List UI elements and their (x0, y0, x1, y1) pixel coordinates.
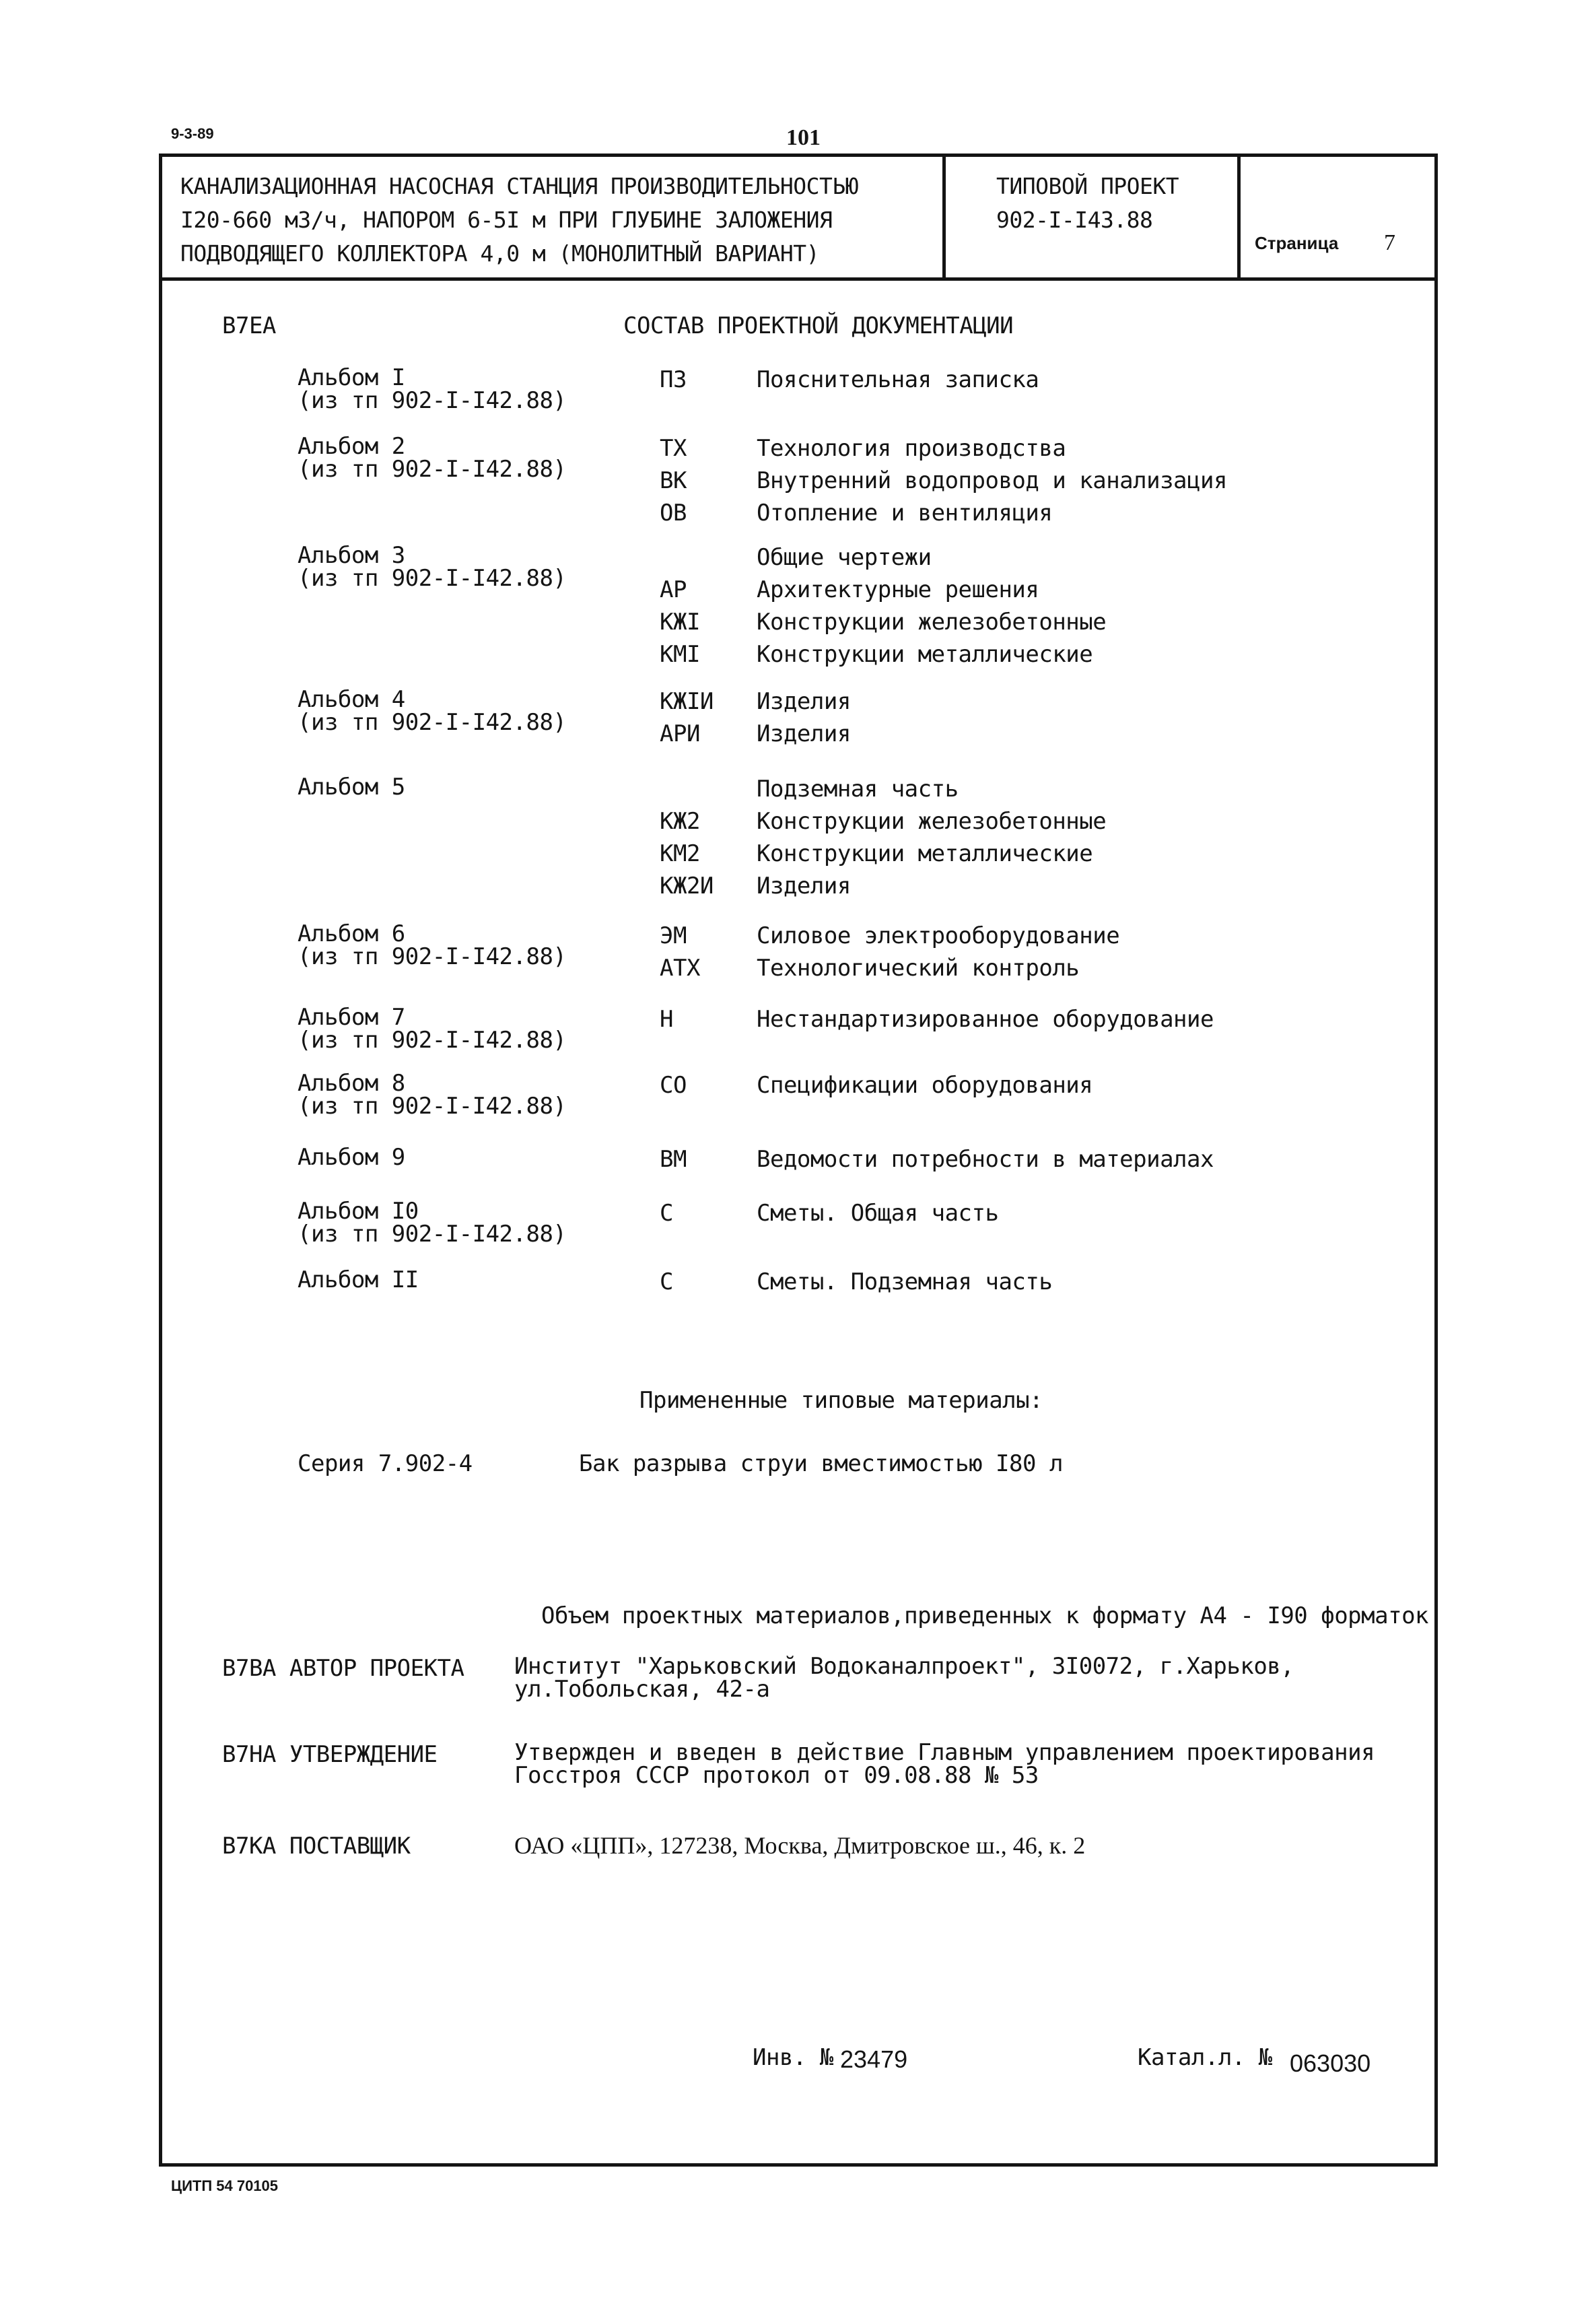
doc-code: КЖ2И (660, 873, 714, 899)
album-label (298, 435, 566, 481)
album-label (298, 1072, 566, 1118)
doc-code: КМ2 (660, 840, 700, 867)
approval-line: Утвержден и введен в действие Главным управлением проектирования (514, 1739, 1375, 1766)
doc-title: Силовое электрооборудование (757, 922, 1120, 949)
album-name: Альбом II (298, 1266, 419, 1293)
approval-label: В7НА УТВЕРЖДЕНИЕ (222, 1741, 438, 1768)
page-label: Страница (1255, 233, 1339, 253)
album-name: Альбом 6 (298, 920, 405, 947)
doc-title: Изделия (757, 688, 851, 715)
materials-series: Серия 7.902-4 (298, 1450, 473, 1477)
doc-code: АТХ (660, 955, 700, 982)
doc-title: Отопление и вентиляция (757, 500, 1053, 526)
album-name: Альбом 7 (298, 1004, 405, 1031)
doc-code: КМI (660, 641, 700, 668)
doc-title: Изделия (757, 873, 851, 899)
project-number: 902-I-I43.88 (996, 207, 1153, 233)
author-line: ул.Тобольская, 42-а (514, 1676, 770, 1703)
doc-code: ОВ (660, 500, 687, 526)
album-source: (из тп 902-I-I42.88) (298, 1027, 567, 1054)
composition-code: В7ЕА (222, 312, 276, 339)
catalog-number: 063030 (1290, 2049, 1371, 2077)
doc-code: СО (660, 1072, 687, 1099)
album-name: Альбом 2 (298, 433, 405, 460)
catalog-label: Катал.л. № (1138, 2044, 1272, 2071)
doc-code: АР (660, 576, 687, 603)
album-label (298, 688, 566, 734)
album-name: Альбом 4 (298, 686, 405, 713)
doc-title: Нестандартизированное оборудование (757, 1006, 1214, 1033)
album-source: (из тп 902-I-I42.88) (298, 387, 567, 414)
album-source: (из тп 902-I-I42.88) (298, 943, 567, 970)
album-label (298, 1268, 419, 1291)
materials-description: Бак разрыва струи вместимостью I80 л (579, 1450, 1063, 1477)
doc-code: ВМ (660, 1146, 687, 1173)
album-label (298, 776, 405, 799)
album-name: Альбом 9 (298, 1144, 405, 1171)
doc-title: Спецификации оборудования (757, 1072, 1093, 1099)
album-label (298, 544, 566, 590)
doc-code: ПЗ (660, 366, 687, 393)
footer-code: ЦИТП 54 70105 (171, 2177, 279, 2194)
volume-note: Объем проектных материалов,приведенных к формату А4 - I90 форматок (541, 1602, 1429, 1629)
doc-title: Конструкции железобетонные (757, 609, 1107, 636)
album-name: Альбом 5 (298, 774, 405, 801)
composition-heading: СОСТАВ ПРОЕКТНОЙ ДОКУМЕНТАЦИИ (623, 312, 1014, 339)
album-label (298, 1006, 566, 1052)
album-label (298, 366, 566, 412)
header-title-line: I20-660 м3/ч, НАПОРОМ 6-5I м ПРИ ГЛУБИНЕ ЗАЛОЖЕНИЯ (180, 207, 833, 233)
doc-code: КЖ2 (660, 808, 700, 835)
project-label: ТИПОВОЙ ПРОЕКТ (996, 173, 1179, 199)
approval-text (514, 1741, 1375, 1787)
album-source: (из тп 902-I-I42.88) (298, 1221, 567, 1248)
approval-line: Госстроя СССР протокол от 09.08.88 № 53 (514, 1762, 1039, 1789)
author-label: В7ВА АВТОР ПРОЕКТА (222, 1655, 464, 1682)
album-source: (из тп 902-I-I42.88) (298, 456, 567, 483)
doc-code: ВК (660, 467, 687, 494)
doc-title: Конструкции железобетонные (757, 808, 1107, 835)
project-block (996, 170, 1179, 237)
doc-title: Конструкции металлические (757, 840, 1093, 867)
inventory-number: 23479 (840, 2045, 908, 2073)
doc-title: Технология производства (757, 435, 1066, 462)
album-label (298, 1146, 405, 1169)
album-source: (из тп 902-I-I42.88) (298, 709, 567, 736)
album-name: Альбом I0 (298, 1198, 419, 1225)
date-stamp: 9-3-89 (171, 125, 214, 142)
doc-code: КЖI (660, 609, 700, 636)
doc-title: Конструкции металлические (757, 641, 1093, 668)
album-name: Альбом I (298, 364, 405, 391)
page-value: 7 (1384, 230, 1395, 255)
doc-title: Сметы. Подземная часть (757, 1268, 1053, 1295)
header-col-divider-2 (1237, 154, 1241, 279)
album-label (298, 1200, 566, 1246)
doc-title: Пояснительная записка (757, 366, 1039, 393)
supplier-label: В7КА ПОСТАВЩИК (222, 1833, 411, 1860)
doc-title: Сметы. Общая часть (757, 1200, 999, 1227)
doc-code: АРИ (660, 720, 700, 747)
doc-code: КЖIИ (660, 688, 714, 715)
doc-title: Технологический контроль (757, 955, 1080, 982)
inventory-label: Инв. № (753, 2044, 833, 2071)
header-title-line: ПОДВОДЯЩЕГО КОЛЛЕКТОРА 4,0 м (МОНОЛИТНЫЙ ВАРИАНТ) (180, 240, 820, 267)
doc-title: Ведомости потребности в материалах (757, 1146, 1214, 1173)
doc-title: Изделия (757, 720, 851, 747)
doc-title: Внутренний водопровод и канализация (757, 467, 1227, 494)
supplier-text: ОАО «ЦПП», 127238, Москва, Дмитровское ш., 46, к. 2 (514, 1832, 1086, 1859)
doc-code: С (660, 1268, 673, 1295)
doc-title: Архитектурные решения (757, 576, 1039, 603)
materials-heading: Примененные типовые материалы: (639, 1387, 1043, 1414)
album-name: Альбом 8 (298, 1070, 405, 1097)
album-name: Альбом 3 (298, 542, 405, 569)
header-title-line: КАНАЛИЗАЦИОННАЯ НАСОСНАЯ СТАНЦИЯ ПРОИЗВОДИТЕЛЬНОСТЬЮ (180, 173, 859, 199)
doc-code: С (660, 1200, 673, 1227)
doc-code: ЭМ (660, 922, 687, 949)
album-source: (из тп 902-I-I42.88) (298, 1093, 567, 1120)
header-divider (159, 277, 1438, 281)
doc-code: ТХ (660, 435, 687, 462)
doc-title: Подземная часть (757, 776, 959, 803)
album-label (298, 922, 566, 968)
doc-title: Общие чертежи (757, 544, 932, 571)
header-col-divider-1 (942, 154, 946, 279)
album-source: (из тп 902-I-I42.88) (298, 565, 567, 592)
author-text (514, 1655, 1294, 1701)
header-title (180, 170, 858, 271)
doc-code: Н (660, 1006, 673, 1033)
author-line: Институт "Харьковский Водоканалпроект", 3I0072, г.Харьков, (514, 1653, 1294, 1680)
page-number: 101 (786, 125, 821, 150)
